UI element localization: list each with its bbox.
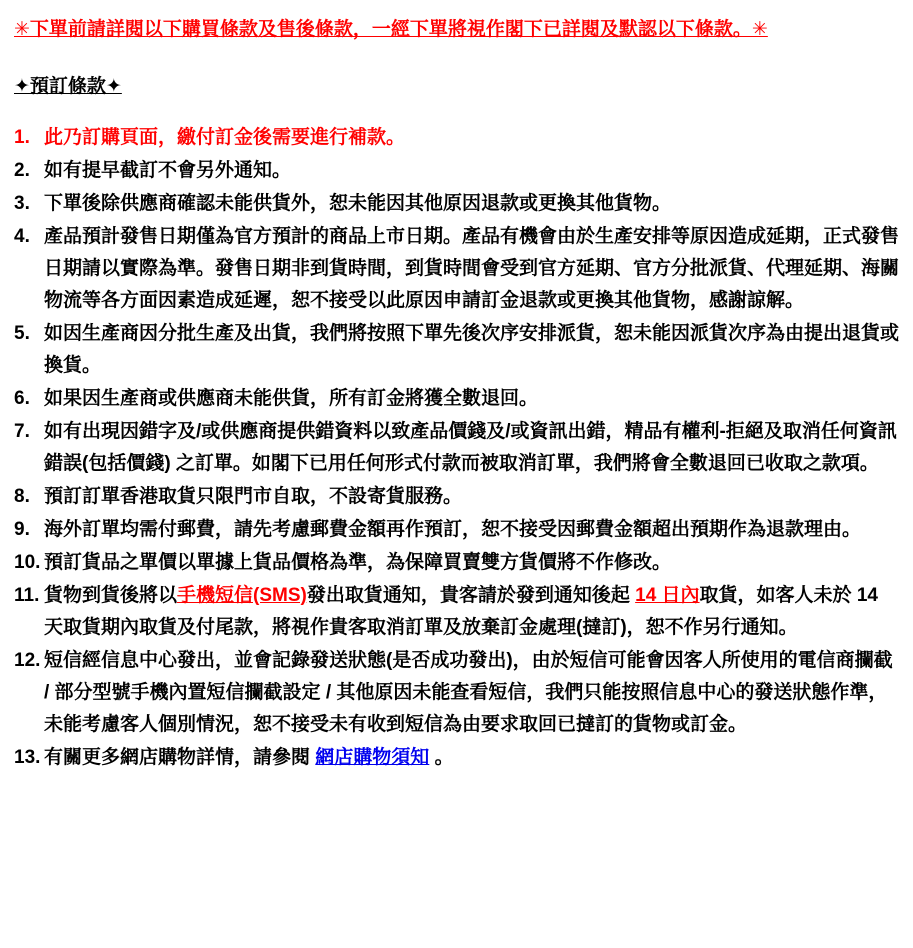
term-item-4 (14, 221, 901, 317)
term-text-segment: 如有出現因錯字及/或供應商提供錯資料以致產品價錢及/或資訊出錯，精品有權利-拒絕及取消任何資訊錯誤(包括價錢) 之訂單。如閣下已用任何形式付款而被取消訂單，我們將會全數退回已收取之款項。 (44, 420, 897, 474)
term-number: 11. (14, 584, 40, 606)
term-item-10 (14, 547, 901, 579)
term-text-segment: 此乃訂購頁面，繳付訂金後需要進行補款。 (44, 126, 406, 148)
term-number: 8. (14, 485, 30, 507)
term-text-segment: 如果因生產商或供應商未能供貨，所有訂金將獲全數退回。 (44, 387, 539, 409)
term-text-segment: 手機短信(SMS) (177, 584, 307, 606)
term-item-2 (14, 155, 901, 187)
term-number: 10. (14, 551, 41, 573)
term-text-segment: 有關更多網店購物詳情，請參閱 (44, 746, 316, 768)
term-number: 4. (14, 225, 30, 247)
term-number: 7. (14, 420, 30, 442)
page-title: ✳下單前請詳閱以下購買條款及售後條款，一經下單將視作閣下已詳閱及默認以下條款。✳ (14, 19, 768, 40)
term-number: 5. (14, 322, 30, 344)
term-number: 9. (14, 518, 30, 540)
term-text-segment: 產品預計發售日期僅為官方預計的商品上市日期。產品有機會由於生產安排等原因造成延期，正式發售日期請以實際為準。發售日期非到貨時間，到貨時間會受到官方延期、官方分批派貨、代理延期、海關物流等各方面因素造成延遲，恕不接受以此原因申請訂金退款或更換其他貨物，感謝諒解。 (44, 225, 900, 311)
term-item-3 (14, 188, 901, 220)
section-heading-preorder-terms: ✦預訂條款✦ (14, 75, 122, 97)
term-item-13 (14, 742, 901, 774)
term-text-segment: 如因生產商因分批生產及出貨，我們將按照下單先後次序安排派貨，恕未能因派貨次序為由提出退貨或換貨。 (44, 322, 900, 376)
term-item-6 (14, 383, 901, 415)
term-text-segment: 下單後除供應商確認未能供貨外，恕未能因其他原因退款或更換其他貨物。 (44, 192, 672, 214)
term-item-12 (14, 645, 901, 741)
term-text-segment: 14 日內 (635, 584, 700, 606)
term-text-segment: 取貨，如客人未於 14 天取貨期內取貨及付尾款，將視作貴客取消訂單及放棄訂金處理(撻訂)，恕不作另行通知。 (44, 584, 878, 638)
term-item-5 (14, 318, 901, 382)
term-text-segment: 發出取貨通知，貴客請於發到通知後起 (306, 584, 636, 606)
term-text-segment: 貨物到貨後將以 (44, 584, 178, 606)
term-item-9 (14, 514, 901, 546)
term-text-segment: 預訂貨品之單價以單據上貨品價格為準，為保障買賣雙方貨價將不作修改。 (44, 551, 672, 573)
term-number: 6. (14, 387, 30, 409)
term-text-segment: 海外訂單均需付郵費，請先考慮郵費金額再作預訂，恕不接受因郵費金額超出預期作為退款理由。 (44, 518, 862, 540)
term-item-1 (14, 122, 901, 154)
shop-guide-link[interactable]: 網店購物須知 (315, 746, 430, 768)
term-item-11 (14, 580, 901, 644)
term-number: 13. (14, 746, 41, 768)
term-number: 12. (14, 649, 41, 671)
term-text-segment: 。 (429, 746, 454, 768)
term-number: 1. (14, 126, 30, 148)
terms-list (14, 122, 901, 774)
term-number: 2. (14, 159, 30, 181)
term-text-segment: 短信經信息中心發出，並會記錄發送狀態(是否成功發出)，由於短信可能會因客人所使用的電信商攔截 / 部分型號手機內置短信攔截設定 / 其他原因未能查看短信，我們只能按照信息中心的發送狀態作準，未能考慮客人個別情況，恕不接受未有收到短信為由要求取回已撻訂的貨物或訂金。 (44, 649, 893, 735)
term-text-segment: 如有提早截訂不會另外通知。 (44, 159, 292, 181)
term-item-8 (14, 481, 901, 513)
term-number: 3. (14, 192, 30, 214)
term-item-7 (14, 416, 901, 480)
term-text-segment: 預訂訂單香港取貨只限門市自取，不設寄貨服務。 (44, 485, 463, 507)
